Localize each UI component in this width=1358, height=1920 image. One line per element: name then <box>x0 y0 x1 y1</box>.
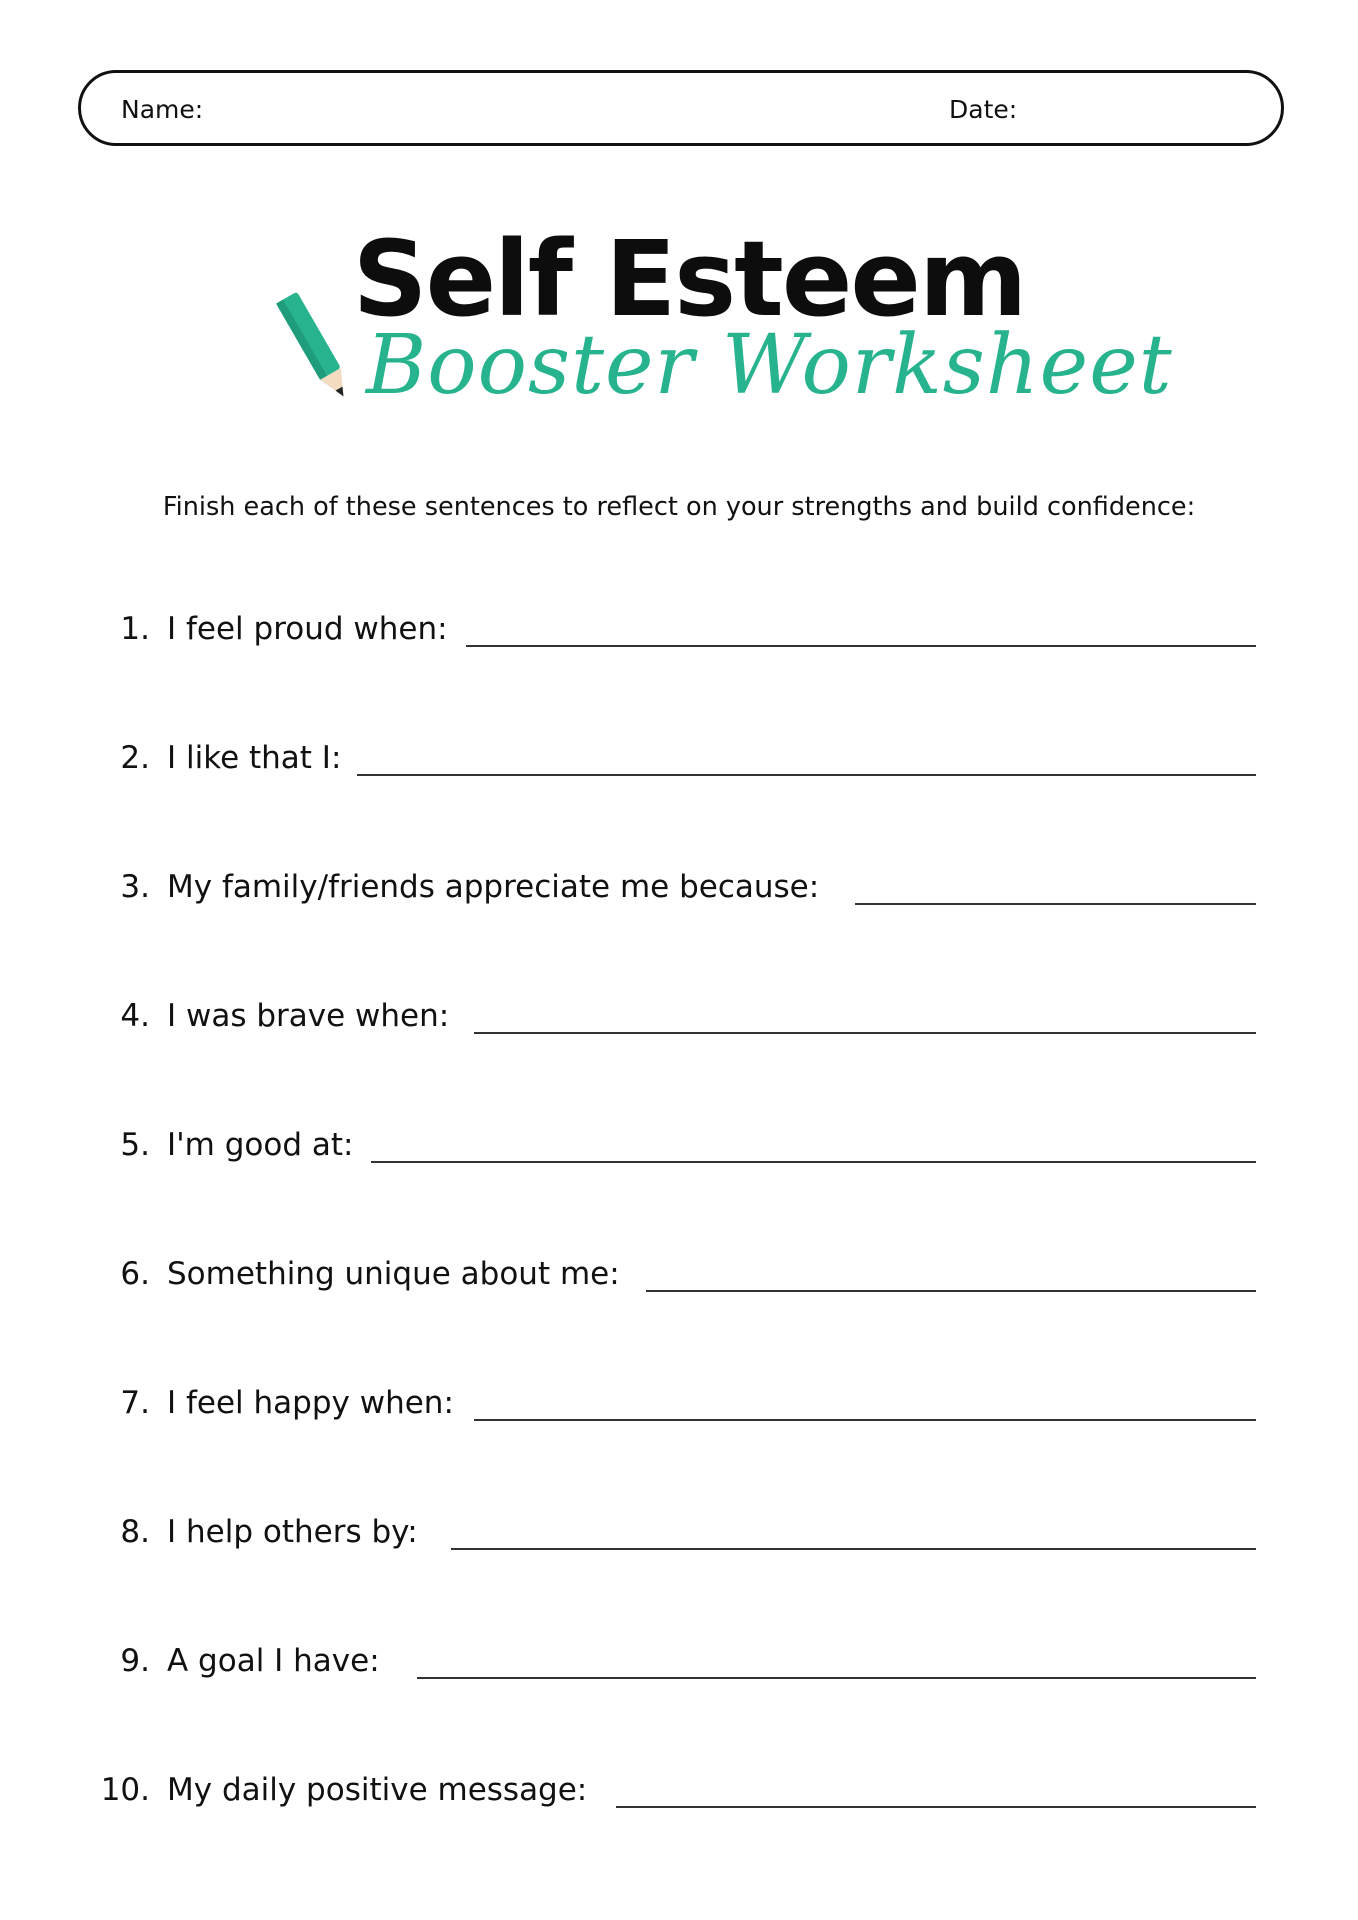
answer-line[interactable] <box>417 1677 1256 1679</box>
prompt-item <box>0 1385 1358 1445</box>
prompt-item <box>0 1643 1358 1703</box>
prompt-text: Something unique about me: <box>167 1256 620 1292</box>
instructions: Finish each of these sentences to reflect on your strengths and build confidence: <box>162 492 1196 522</box>
prompt-number: 9. <box>120 1643 150 1679</box>
prompt-number: 1. <box>120 611 150 647</box>
prompt-item <box>0 1514 1358 1574</box>
prompt-text: My family/friends appreciate me because: <box>167 869 820 905</box>
name-label: Name: <box>121 95 204 124</box>
prompt-number: 10. <box>100 1772 150 1808</box>
answer-line[interactable] <box>855 903 1256 905</box>
prompt-number: 5. <box>120 1127 150 1163</box>
prompt-item <box>0 998 1358 1058</box>
prompt-item <box>0 869 1358 929</box>
name-date-header <box>78 70 1284 146</box>
answer-line[interactable] <box>371 1161 1256 1163</box>
prompt-item <box>0 740 1358 800</box>
date-label: Date: <box>949 95 1018 124</box>
answer-line[interactable] <box>646 1290 1256 1292</box>
prompt-number: 3. <box>120 869 150 905</box>
answer-line[interactable] <box>451 1548 1256 1550</box>
prompt-item <box>0 1772 1358 1832</box>
prompt-item <box>0 1127 1358 1187</box>
answer-line[interactable] <box>616 1806 1256 1808</box>
answer-line[interactable] <box>357 774 1256 776</box>
answer-line[interactable] <box>474 1032 1256 1034</box>
prompt-text: I feel happy when: <box>167 1385 454 1421</box>
prompt-number: 7. <box>120 1385 150 1421</box>
prompt-text: I was brave when: <box>167 998 450 1034</box>
prompt-text: I feel proud when: <box>167 611 448 647</box>
prompt-text: A goal I have: <box>167 1643 380 1679</box>
prompt-number: 8. <box>120 1514 150 1550</box>
page-subtitle: Booster Worksheet <box>366 318 1173 413</box>
answer-line[interactable] <box>466 645 1256 647</box>
prompt-number: 6. <box>120 1256 150 1292</box>
prompt-item <box>0 1256 1358 1316</box>
answer-line[interactable] <box>474 1419 1256 1421</box>
page-title: Self Esteem <box>352 218 1026 340</box>
prompt-number: 4. <box>120 998 150 1034</box>
prompt-item <box>0 611 1358 671</box>
prompt-text: I'm good at: <box>167 1127 354 1163</box>
prompt-text: I like that I: <box>167 740 342 776</box>
prompt-number: 2. <box>120 740 150 776</box>
prompt-text: I help others by: <box>167 1514 418 1550</box>
prompt-text: My daily positive message: <box>167 1772 588 1808</box>
